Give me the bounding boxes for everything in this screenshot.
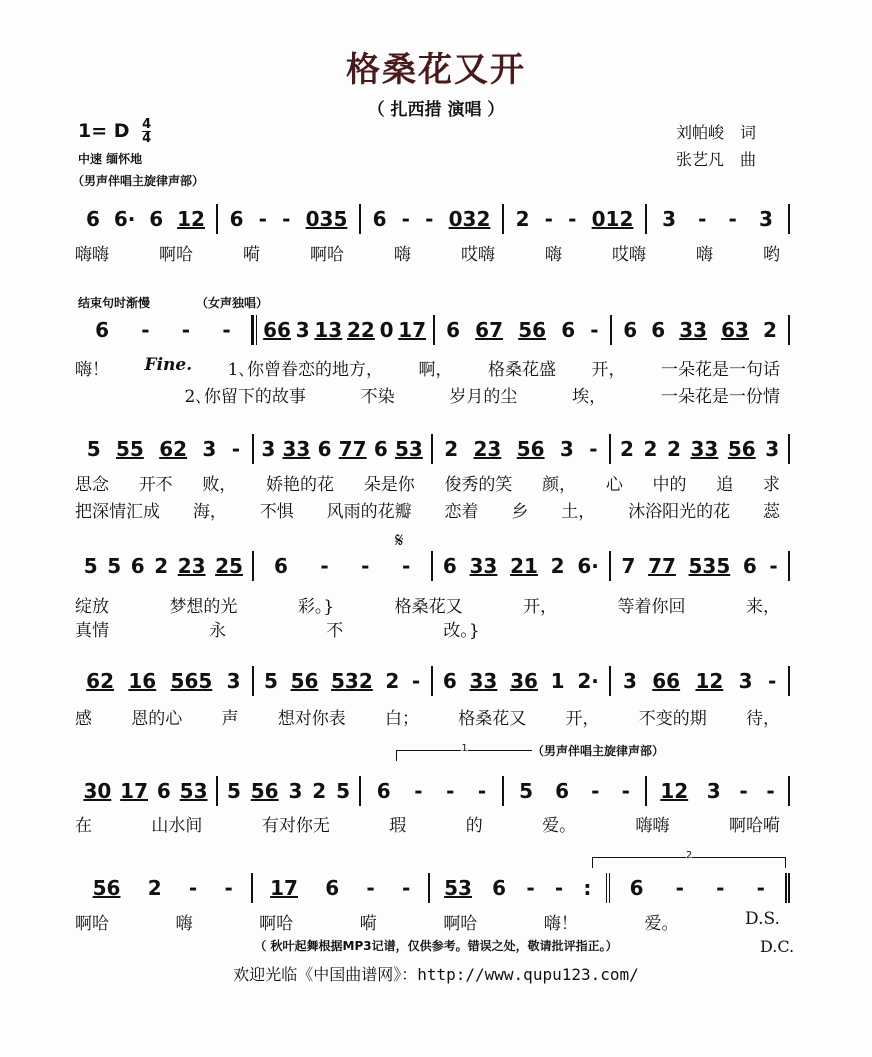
measure [75,776,218,806]
lyric-line [75,592,780,617]
time-signature [142,118,151,145]
note-group: 5 [86,437,101,461]
note-group: 17 [398,318,427,342]
dc-mark: D.C. [760,937,795,956]
lyric-segment: 嗨 [545,245,562,265]
lyric-segment: 白； [385,709,419,729]
note-group: 5 [519,779,533,803]
time-bottom: 4 [142,131,152,146]
note-group: - [414,779,423,803]
note-group: 3 [758,207,773,231]
measure [253,315,435,345]
note-group: 53 [394,437,423,461]
lyric-segment: 的 [465,816,483,836]
lyric-segment: 把深情汇成 [75,502,160,522]
note-group: 66 [652,669,681,693]
lyric-segment: 娇艳的花 [266,475,335,495]
lyric-segment: 瑕 [389,816,407,836]
notation-line [75,434,790,464]
lyric-line [75,355,780,380]
lyric-segment: 开， [591,360,626,380]
lyric-segment: 沐浴阳光的花 [628,502,731,522]
lyric-segment: 啊哈嗬 [728,816,780,836]
note-group: 6 [372,207,387,231]
notation-line [75,551,790,581]
lyric-segment: 恋着 [444,502,479,522]
lyric-segment: 格桑花又 [458,709,527,729]
note-group: 56 [92,876,121,900]
lyric-segment: 败， [202,475,237,495]
note-group: 5 [264,669,278,693]
measure [75,315,253,345]
lyric-segment: 真情 [75,621,109,641]
measure [433,434,612,464]
lyric-line [75,704,780,729]
note-group: 12 [660,779,689,803]
note-group: 6 [95,318,110,342]
note-group: 3 [226,669,241,693]
measure [254,551,433,581]
lyric-segment: 啊哈 [159,245,193,265]
note-group: 6 [623,318,638,342]
note-group: 6 [629,876,644,900]
note-group: - [402,876,411,900]
measure [218,204,361,234]
note-group: 56 [516,437,545,461]
note-group: - [526,876,535,900]
note-group: 6 [273,554,288,578]
note-group: 2 [762,318,777,342]
lyric-segment: 恩的心 [131,709,183,729]
note-group: 565 [170,669,213,693]
note-group: - [320,554,329,578]
part-note: （男声伴唱主旋律声部） [72,174,205,188]
note-group: 012 [591,207,634,231]
measure [361,776,504,806]
volta-2-label: 2 [685,850,693,861]
note-group: 3 [765,437,780,461]
note-group: 5 [336,779,351,803]
measure [75,434,254,464]
lyric-segment: 山水间 [151,816,203,836]
lyric-line [75,497,780,522]
lyric-segment: 永 [209,621,227,641]
lyric-segment: 1､你曾眷恋的地方， [227,360,383,380]
note-group: - [767,669,777,693]
lyric-segment: 求 [762,475,780,495]
measure [361,204,504,234]
note-group: 67 [475,318,504,342]
note-group: - [282,207,291,231]
note-group: 6 [85,207,100,231]
lyricist-credit: 刘帕峻 词 [676,123,757,142]
measure [430,873,610,903]
lyric-segment: 嗬 [243,245,260,265]
note-group: 3 [288,779,303,803]
lyric-segment: 蕊 [763,502,780,522]
measure [611,666,790,696]
lyric-line [75,240,780,265]
note-group: 53 [179,779,208,803]
note-group: 6· [577,554,599,578]
note-group: 2 [620,437,634,461]
note-group: - [766,779,775,803]
note-group: 2 [643,437,658,461]
note-group: 36 [510,669,538,693]
note-group: - [591,779,600,803]
note-group: 6 [373,437,388,461]
note-group: 6 [317,437,332,461]
note-group: 2· [577,669,599,693]
lyric-segment: 风雨的花瓣 [326,502,412,522]
note-group: 2 [147,876,162,900]
measure [433,551,612,581]
note-group: - [477,779,487,803]
lyric-segment: 改。} [443,621,480,641]
lyric-segment: 朵是你 [363,475,415,495]
note-group: 13 [314,318,343,342]
measure [504,204,647,234]
note-group: - [728,207,737,231]
lyric-segment: 想对你表 [277,709,346,729]
lyric-segment: 格桑花盛 [487,360,556,380]
time-top: 4 [142,117,152,132]
note-group: 0 [379,318,394,342]
lyric-segment: 一朵花是一句话 [660,360,780,380]
note-group: 3 [559,437,574,461]
lyric-line [75,382,780,407]
lyric-segment: 开， [565,709,600,729]
note-group: - [231,437,241,461]
note-group: 6 [492,876,507,900]
segno-sign: 𝄋 [395,528,404,552]
note-group: 3 [706,779,721,803]
lyric-segment: 绽放 [75,597,109,617]
note-group: 6 [742,554,757,578]
note-group: 7 [621,554,636,578]
note-group: 2 [667,437,681,461]
note-group: 77 [648,554,676,578]
note-group: 2 [385,669,400,693]
note-group: 1 [550,669,565,693]
lyric-segment: 嗨！ [543,914,578,934]
lyric-segment: Fine. [144,355,193,375]
note-group: 032 [448,207,491,231]
note-group: 3 [622,669,637,693]
note-group: 33 [469,554,498,578]
note-group: - [425,207,434,231]
note-group: 2 [515,207,530,231]
lyric-segment: 彩。} [297,597,335,617]
lyric-segment: 不惧 [259,502,294,522]
volta-1-bracket [396,743,532,761]
note-group: - [698,207,707,231]
note-group: - [224,876,233,900]
lyric-segment: 啊哈 [259,914,294,934]
note-group: 6 [149,207,164,231]
note-group: 6 [229,207,244,231]
note-group: - [446,779,455,803]
performer-line: （ 扎西措 演唱 ） [367,100,505,120]
notation-line [75,666,790,696]
measure [504,776,647,806]
note-group: - [401,207,410,231]
note-group: 77 [338,437,367,461]
lyric-segment: 2､你留下的故事 [184,387,306,407]
note-group: - [739,779,748,803]
note-group: 16 [128,669,157,693]
lyric-line [75,909,780,934]
note-group: 3 [261,437,276,461]
lyric-segment: 等着你回 [617,597,686,617]
note-group: 17 [270,876,298,900]
lyric-segment: 啊哈 [310,245,344,265]
note-group: 6 [651,318,666,342]
measure [647,204,790,234]
note-group: 56 [290,669,319,693]
lyric-segment: 思念 [75,475,109,495]
lyric-segment: 嗨嗨 [635,816,670,836]
key-label: 1= D [78,120,130,142]
notation-line [75,204,790,234]
lyric-segment: 待， [746,709,780,729]
note-group: 6 [376,779,391,803]
note-group: 63 [721,318,749,342]
lyric-segment: 哎嗨 [612,245,646,265]
note-group: 5 [226,779,241,803]
lyric-segment: 啊哈 [75,914,109,934]
note-group: 6 [561,318,576,342]
note-group: 2 [154,554,169,578]
notation-line [75,776,790,806]
note-group: 33 [469,669,498,693]
note-group: - [181,318,191,342]
note-group: - [141,318,150,342]
note-group: : [583,876,592,900]
measure [647,776,790,806]
note-group: 3 [662,207,676,231]
measure [610,873,791,903]
note-group: 2 [444,437,459,461]
note-group: 6 [156,779,171,803]
note-group: 56 [518,318,547,342]
note-group: 56 [250,779,279,803]
lyric-segment: 格桑花又 [394,597,463,617]
lyric-segment: 开不 [138,475,173,495]
lyric-segment: 不 [326,621,344,641]
transcriber-note: （ 秋叶起舞根据MP3记谱，仅供参考。错误之处，敬请批评指正。） [254,939,618,953]
note-group: 3 [738,669,753,693]
note-group: 21 [510,554,538,578]
note-group: 62 [86,669,115,693]
measure [218,776,361,806]
lyric-line [75,811,780,836]
female-solo-note: （女声独唱） [196,296,269,310]
lyric-line [75,616,780,641]
notation-line [75,873,790,903]
note-group: - [769,554,778,578]
note-group: 2 [550,554,565,578]
lyric-segment: 心 [605,475,623,495]
note-group: - [258,207,267,231]
measure [612,315,790,345]
lyric-segment: 埃， [572,387,607,407]
measure [611,434,790,464]
note-group: 33 [679,318,708,342]
note-group: - [589,437,598,461]
measure [254,434,433,464]
lyric-segment: 土， [561,502,596,522]
note-group: 6 [442,554,457,578]
measure [254,666,433,696]
note-group: 532 [331,669,373,693]
lyric-segment: 梦想的光 [169,597,238,617]
note-group: - [361,554,370,578]
lyric-segment: 感 [75,709,92,729]
lyric-segment: 嗨 [394,245,411,265]
note-group: 6 [442,669,457,693]
lyric-segment: 不变的期 [638,709,707,729]
measure [75,551,254,581]
volta-2-bracket [592,850,786,868]
lyric-segment: 来， [745,597,780,617]
lyric-line [75,470,780,495]
note-group: 6· [113,207,136,231]
lyric-segment: 中的 [652,475,687,495]
lyric-segment: 嗬 [359,914,377,934]
note-group: 33 [282,437,311,461]
lyric-segment: 嗨 [696,245,713,265]
note-group: 33 [690,437,719,461]
note-group: 66 [263,318,291,342]
note-group: - [188,876,198,900]
note-group: 25 [215,554,243,578]
composer-credit: 张艺凡 曲 [676,150,757,169]
song-title: 格桑花又开 [346,50,526,90]
note-group: 23 [473,437,502,461]
lyric-segment: 声 [221,709,239,729]
note-group: 62 [159,437,188,461]
lyric-segment: 岁月的尘 [449,387,518,407]
note-group: 22 [346,318,375,342]
note-group: 5 [107,554,122,578]
lyric-segment: 追 [716,475,734,495]
lyric-segment: 海， [192,502,227,522]
note-group: 30 [83,779,112,803]
note-group: - [716,876,725,900]
website-line: 欢迎光临《中国曲谱网》：http://www.qupu123.com/ [233,965,639,984]
note-group: 2 [312,779,327,803]
note-group: 6 [555,779,570,803]
lyric-segment: 爱。 [542,816,577,836]
note-group: - [756,876,765,900]
lyric-segment: 开， [523,597,558,617]
note-group: - [544,207,553,231]
note-group: 3 [202,437,217,461]
lyric-segment: 一朵花是一份情 [660,387,780,407]
note-group: 6 [446,318,460,342]
volta-1-note: （男声伴唱主旋律声部） [532,744,665,758]
note-group: 12 [177,207,205,231]
measure [435,315,613,345]
note-group: - [621,779,630,803]
lyric-segment: 哎嗨 [461,245,495,265]
note-group: 3 [295,318,310,342]
note-group: 535 [688,554,731,578]
lyric-segment: 啊， [418,360,453,380]
lyric-segment: 嗨！ [75,360,109,380]
lyric-segment: 啊哈 [443,914,478,934]
lyric-segment: 爱。 [644,914,679,934]
note-group: - [590,318,599,342]
lyric-segment: 颜， [542,475,577,495]
lyric-segment: 哟 [763,245,780,265]
note-group: - [222,318,231,342]
note-group: 12 [695,669,724,693]
measure [75,204,218,234]
lyric-segment: 嗨嗨 [75,245,109,265]
note-group: 6 [130,554,145,578]
lyric-segment: 嗨 [175,914,193,934]
note-group: 53 [444,876,472,900]
note-group: - [411,669,421,693]
measure [611,551,790,581]
lyric-segment: D.S. [745,909,780,929]
lyric-segment: 有对你无 [261,816,330,836]
measure [75,873,253,903]
measure [75,666,254,696]
note-group: 55 [115,437,144,461]
lyric-segment: 乡 [511,502,529,522]
note-group: 6 [325,876,340,900]
ending-note: 结束句时渐慢 [78,296,151,310]
note-group: - [675,876,684,900]
note-group: - [401,554,411,578]
note-group: 035 [305,207,348,231]
measure [253,873,431,903]
notation-line [75,315,790,345]
note-group: 23 [177,554,206,578]
tempo-marking: 中速 缅怀地 [78,152,143,166]
note-group: 56 [727,437,756,461]
lyric-segment: 不染 [360,387,395,407]
lyric-segment: 在 [75,816,92,836]
note-group: - [568,207,577,231]
lyric-segment: 俊秀的笑 [444,475,513,495]
note-group: 5 [83,554,98,578]
note-group: 17 [120,779,148,803]
volta-1-label: 1 [461,743,468,754]
note-group: - [554,876,564,900]
note-group: - [366,876,375,900]
key-signature [78,118,151,145]
measure [433,666,612,696]
